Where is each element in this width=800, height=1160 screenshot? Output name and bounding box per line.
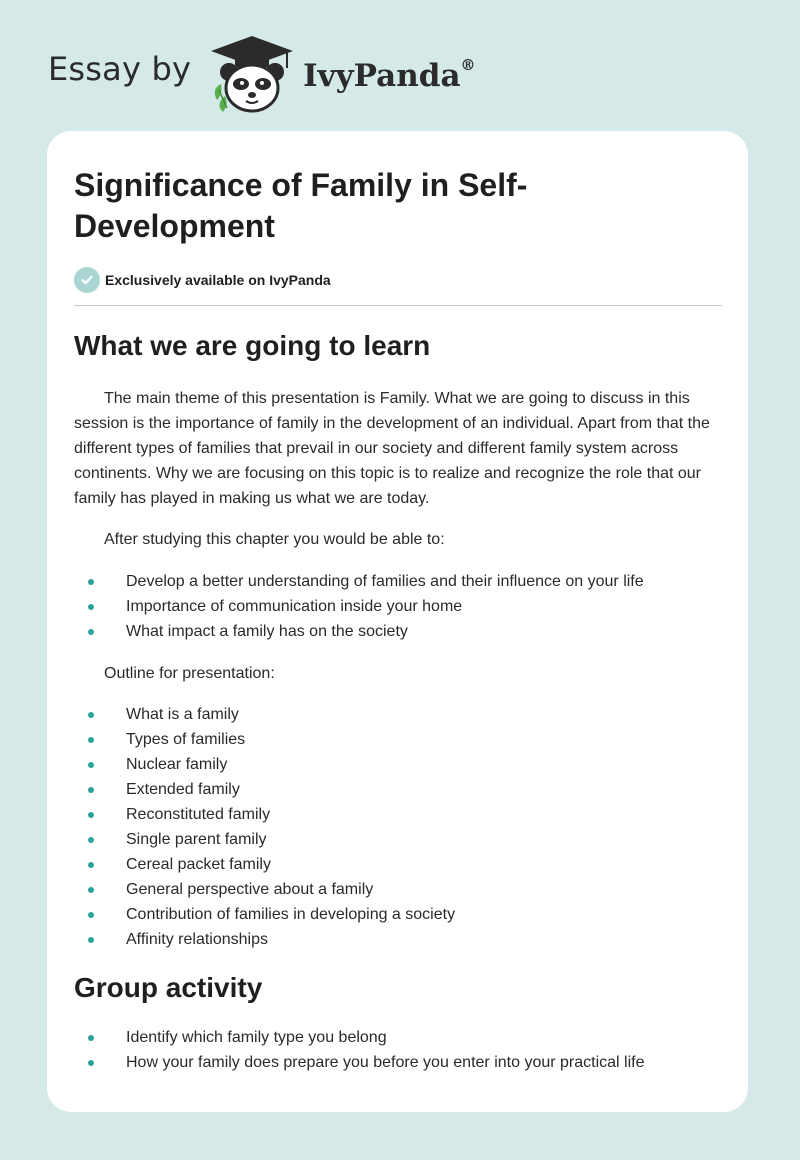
list-item: [74, 902, 722, 927]
list-item-text: Types of families: [126, 731, 246, 748]
list-item-text: Single parent family: [126, 831, 267, 848]
list-item: [74, 877, 722, 902]
divider: [74, 305, 722, 306]
list-item-text: Importance of communication inside your home: [126, 598, 463, 615]
bullet-icon: [88, 604, 94, 610]
list-item: [74, 702, 722, 727]
list-item-text: Identify which family type you belong: [126, 1029, 387, 1046]
section-heading-group-activity: Group activity: [74, 972, 263, 1003]
list-item-text: Cereal packet family: [126, 856, 271, 873]
bullet-icon: [88, 629, 94, 635]
bullet-icon: [88, 837, 94, 843]
outline-list: [74, 702, 722, 952]
list-item-text: Affinity relationships: [126, 931, 268, 948]
bullet-icon: [88, 862, 94, 868]
bullet-icon: [88, 812, 94, 818]
ivypanda-logo-icon[interactable]: [207, 34, 297, 114]
list-item-text: What is a family: [126, 706, 239, 723]
essay-content: [74, 165, 722, 1075]
list-item: [74, 852, 722, 877]
bullet-icon: [88, 762, 94, 768]
list-item-text: Extended family: [126, 781, 240, 798]
list-item-text: Develop a better understanding of families and their influence on your life: [126, 573, 644, 590]
bullet-icon: [88, 1060, 94, 1066]
list-item-text: Nuclear family: [126, 756, 228, 773]
essay-by-label: Essay by: [48, 50, 192, 88]
bullet-icon: [88, 712, 94, 718]
bullet-icon: [88, 787, 94, 793]
check-icon: [74, 267, 100, 293]
list-item-text: General perspective about a family: [126, 881, 374, 898]
section-heading-learn: What we are going to learn: [74, 330, 431, 361]
list-item: [74, 802, 722, 827]
bullet-icon: [88, 737, 94, 743]
list-item: [74, 1025, 722, 1050]
intro-paragraph: The main theme of this presentation is Family. What we are going to discuss in this session is the importance of family in the development of an individual. Apart from that the different types of families that prevail in our society and different family system across continents. Why we are focusing on this topic is to realize and recognize the role that our family has played in making us what we are today.: [74, 390, 710, 507]
outline-paragraph: Outline for presentation:: [104, 665, 275, 682]
list-item: [74, 569, 722, 594]
list-item-text: Reconstituted family: [126, 806, 271, 823]
list-item: [74, 727, 722, 752]
group-activity-list: [74, 1025, 722, 1075]
bullet-icon: [88, 887, 94, 893]
bullet-icon: [88, 579, 94, 585]
list-item: [74, 1050, 722, 1075]
goals-list: [74, 569, 722, 644]
exclusive-badge: [74, 267, 722, 293]
list-item-text: What impact a family has on the society: [126, 623, 408, 640]
brand-text: IvyPanda: [303, 58, 461, 94]
list-item: [74, 619, 722, 644]
brand-name: [303, 58, 475, 94]
essay-card: [47, 131, 748, 1112]
site-header: [48, 34, 476, 114]
list-item: [74, 752, 722, 777]
after-studying-paragraph: After studying this chapter you would be able to:: [104, 531, 445, 548]
list-item: [74, 777, 722, 802]
exclusive-label: Exclusively available on IvyPanda: [105, 272, 331, 288]
list-item-text: How your family does prepare you before you enter into your practical life: [126, 1054, 645, 1071]
bullet-icon: [88, 912, 94, 918]
page-title: Significance of Family in Self-Development: [74, 167, 528, 244]
list-item: [74, 594, 722, 619]
bullet-icon: [88, 1035, 94, 1041]
list-item: [74, 827, 722, 852]
list-item: [74, 927, 722, 952]
bullet-icon: [88, 937, 94, 943]
list-item-text: Contribution of families in developing a society: [126, 906, 456, 923]
registered-mark: ®: [460, 56, 476, 74]
